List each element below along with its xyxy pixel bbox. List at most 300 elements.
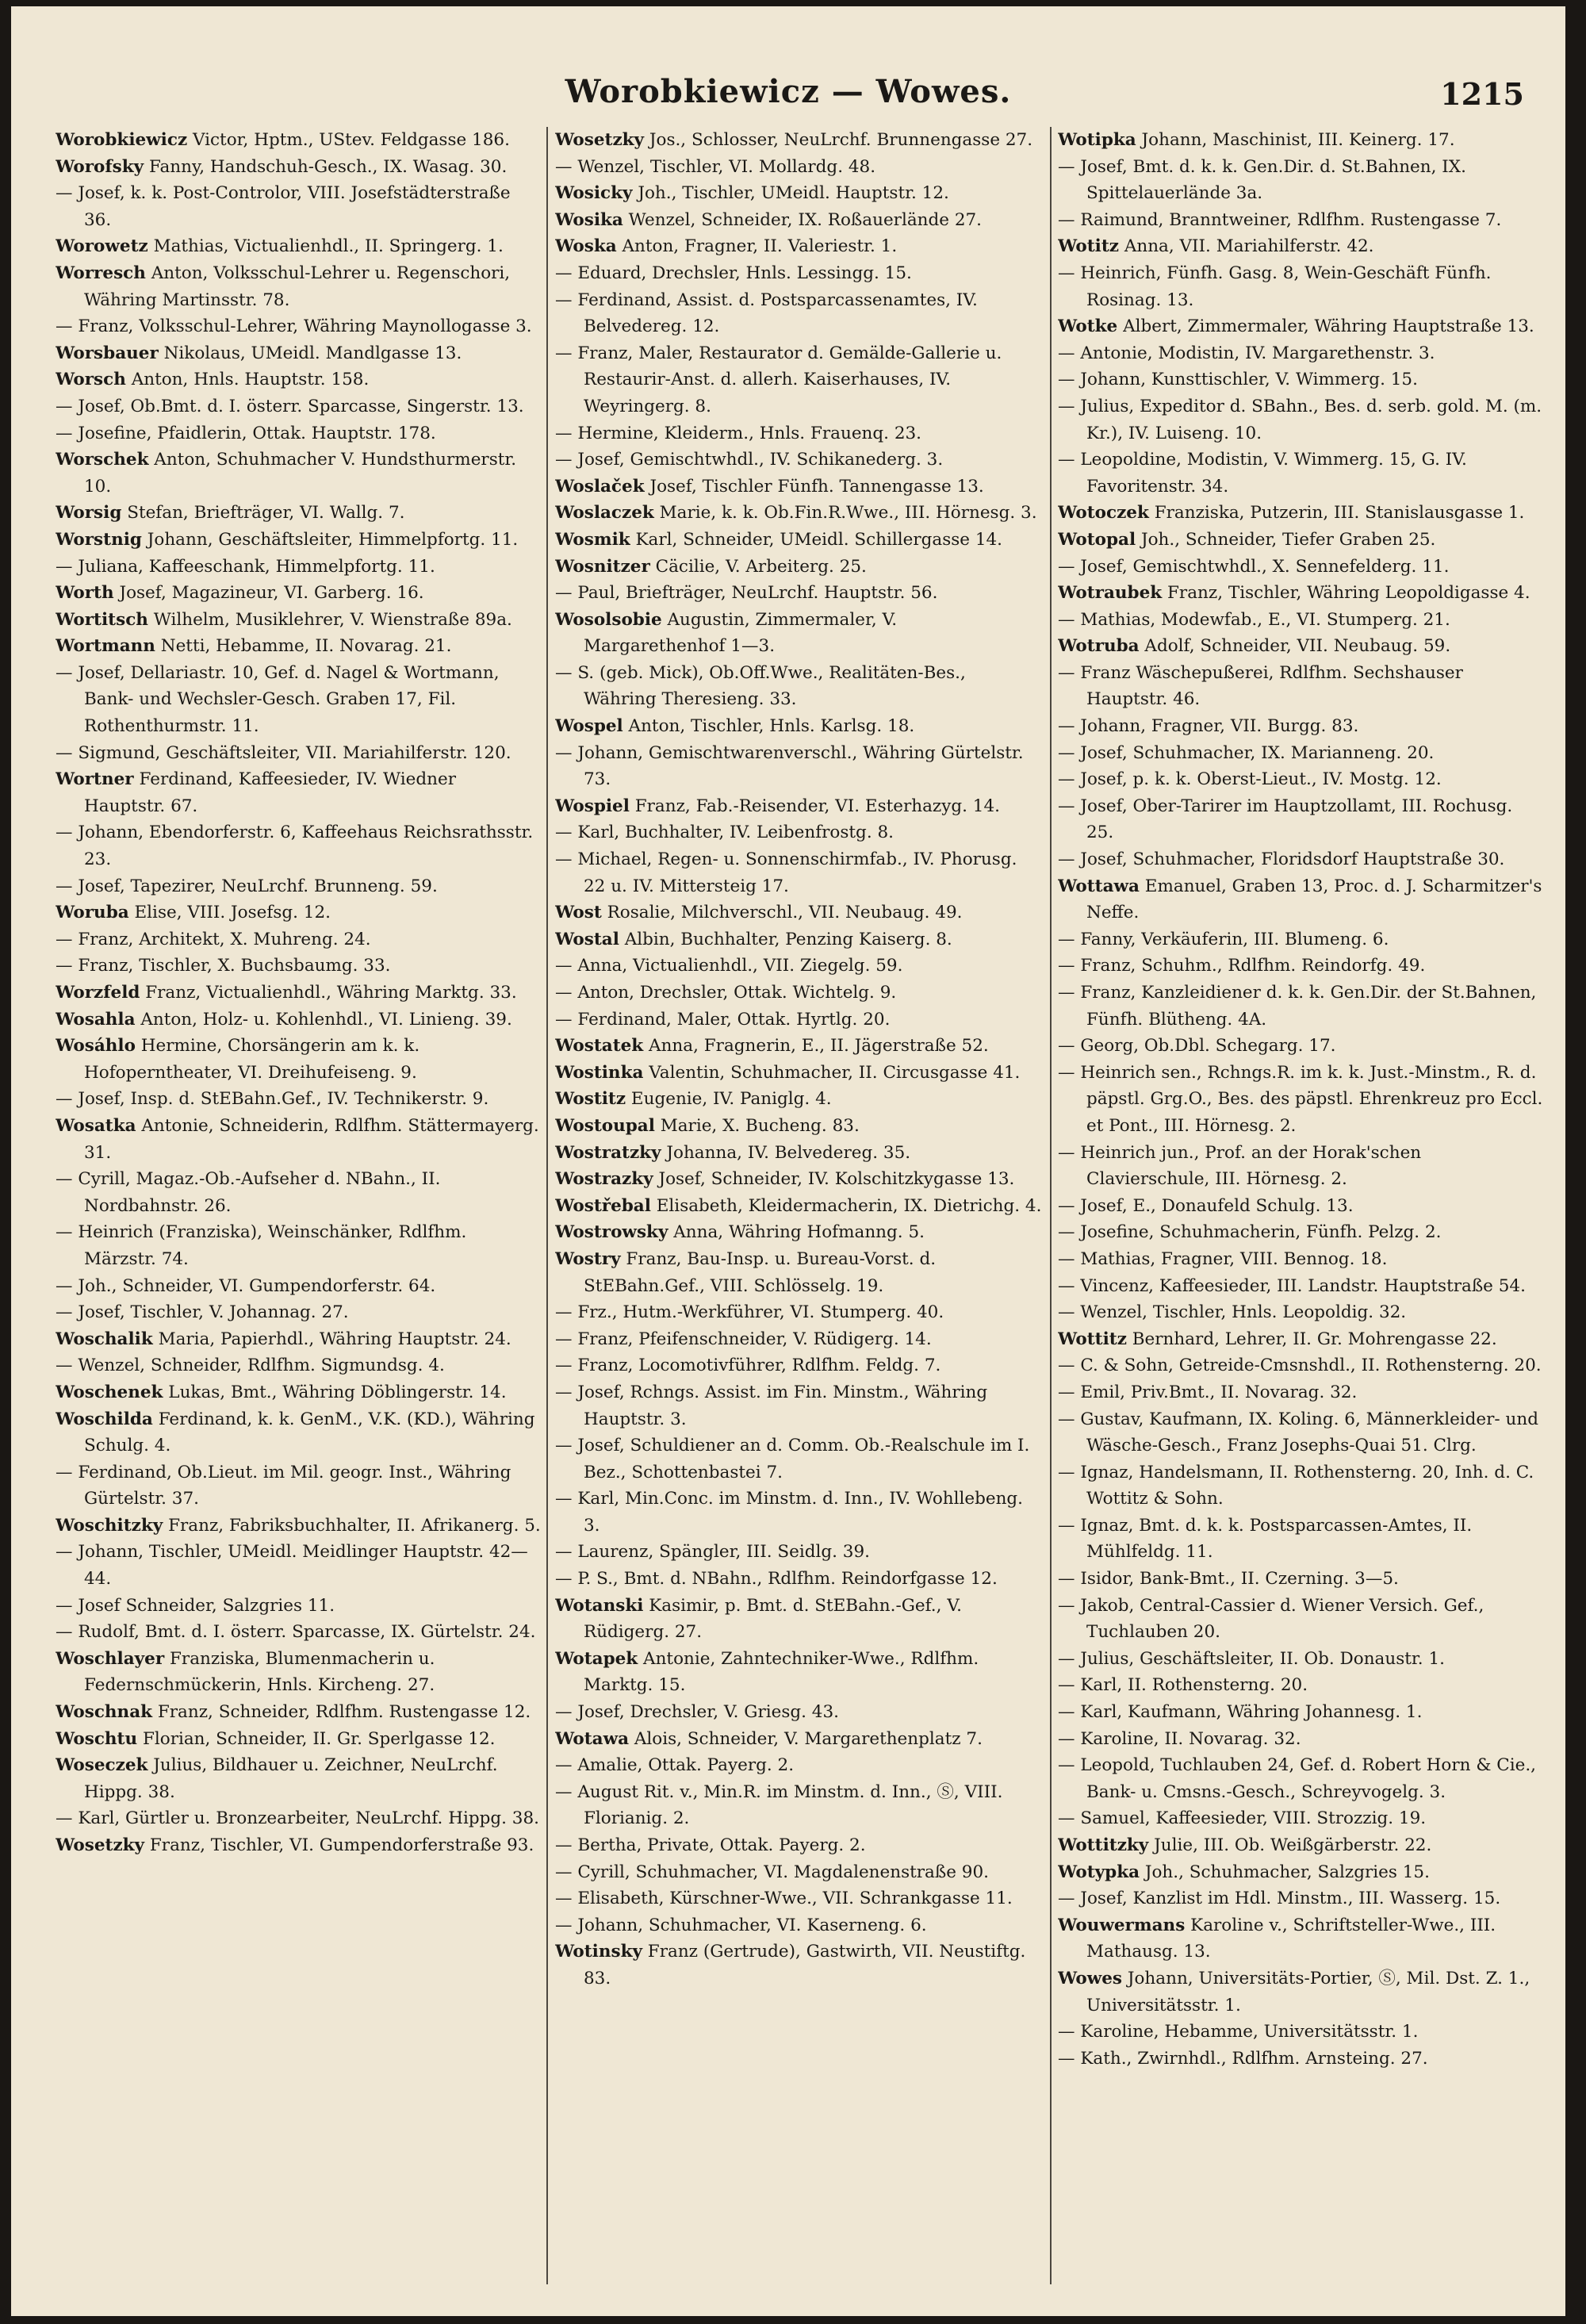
entry-details: Anton, Holz- u. Kohlenhdl., VI. Linieng. 39.	[135, 1009, 512, 1030]
entry-surname: Wotipka	[1058, 130, 1136, 150]
directory-entry	[1058, 1699, 1543, 1726]
entry-details: — Johann, Fragner, VII. Burgg. 83.	[1058, 716, 1359, 737]
directory-entry	[56, 1539, 541, 1592]
entry-details: — Isidor, Bank-Bmt., II. Czerning. 3—5.	[1058, 1569, 1399, 1590]
entry-details: — Josef, Ob.Bmt. d. I. österr. Sparcasse, Singerstr. 13.	[56, 396, 524, 416]
entry-details: Josef, Magazineur, VI. Garberg. 16.	[113, 583, 424, 604]
directory-entry	[1058, 340, 1543, 367]
entry-details: — Julius, Expeditor d. SBahn., Bes. d. serb. gold. M. (m. Kr.), IV. Luiseng. 10.	[1058, 396, 1542, 443]
directory-column-1	[56, 127, 541, 2300]
entry-surname: Wostry	[555, 1248, 621, 1269]
directory-entry	[555, 899, 1044, 926]
directory-entry	[56, 180, 541, 233]
directory-entry	[1058, 1593, 1543, 1646]
directory-entry	[56, 1593, 541, 1620]
entry-details: Marie, k. k. Ob.Fin.R.Wwe., III. Hörnesg. 3.	[653, 503, 1037, 523]
directory-entry	[56, 1752, 541, 1805]
entry-surname: Worschek	[56, 450, 149, 470]
directory-entry	[555, 953, 1044, 980]
entry-surname: Wosicky	[555, 183, 633, 204]
directory-entry	[555, 1646, 1044, 1699]
directory-entry	[56, 1299, 541, 1326]
entry-surname: Wosika	[555, 209, 623, 230]
entry-details: — Josef, p. k. k. Oberst-Lieut., IV. Mostg. 12.	[1058, 769, 1442, 790]
directory-entry	[1058, 660, 1543, 713]
directory-entry	[555, 1832, 1044, 1859]
entry-surname: Wostitz	[555, 1089, 626, 1110]
entry-details: Alois, Schneider, V. Margarethenplatz 7.	[629, 1728, 983, 1749]
directory-entry	[1058, 713, 1543, 740]
entry-details: — Karl, II. Rothensterng. 20.	[1058, 1675, 1308, 1696]
entry-details: — Josef, Schuhmacher, IX. Marianneng. 20.	[1058, 742, 1435, 763]
entry-details: Valentin, Schuhmacher, II. Circusgasse 41.	[643, 1062, 1021, 1083]
directory-entry	[1058, 1566, 1543, 1593]
directory-entry	[1058, 1859, 1543, 1886]
entry-surname: Wospiel	[555, 796, 630, 816]
directory-entry	[1058, 447, 1543, 500]
directory-entry	[1058, 1832, 1543, 1859]
entry-details: Marie, X. Bucheng. 83.	[654, 1115, 860, 1136]
entry-details: — Josef, Rchngs. Assist. im Fin. Minstm., Währing Hauptstr. 3.	[555, 1382, 988, 1429]
entry-details: Franz, Fab.-Reisender, VI. Esterhazyg. 14.	[629, 796, 1001, 816]
directory-entry	[555, 1779, 1044, 1832]
directory-entry	[1058, 1060, 1543, 1140]
directory-entry	[555, 1939, 1044, 1992]
entry-surname: Worzfeld	[56, 983, 140, 1003]
entry-surname: Wotitz	[1058, 236, 1119, 257]
directory-entry	[555, 740, 1044, 793]
directory-entry	[1058, 980, 1543, 1033]
entry-surname: Woseczek	[56, 1755, 148, 1776]
directory-entry	[1058, 1326, 1543, 1353]
entry-details: — Karl, Kaufmann, Währing Johannesg. 1.	[1058, 1702, 1423, 1723]
entry-details: — Ferdinand, Ob.Lieut. im Mil. geogr. Inst., Währing Gürtelstr. 37.	[56, 1462, 511, 1509]
entry-details: Franz, Schneider, Rdlfhm. Rustengasse 12.	[152, 1702, 531, 1723]
entry-details: — Karl, Min.Conc. im Minstm. d. Inn., IV. Wohllebeng. 3.	[555, 1489, 1024, 1536]
entry-details: — Ignaz, Handelsmann, II. Rothensterng. 20, Inh. d. C. Wottitz & Sohn.	[1058, 1462, 1534, 1509]
directory-entry	[555, 1379, 1044, 1432]
directory-entry	[555, 660, 1044, 713]
entry-details: — Karl, Gürtler u. Bronzearbeiter, NeuLrchf. Hippg. 38.	[56, 1808, 539, 1829]
directory-entry	[1058, 1219, 1543, 1246]
directory-entry	[1058, 1406, 1543, 1459]
entry-details: — Franz, Kanzleidiener d. k. k. Gen.Dir. der St.Bahnen, Fünfh. Blütheng. 4A.	[1058, 983, 1537, 1030]
entry-details: Franz, Victualienhdl., Währing Marktg. 33.	[140, 983, 517, 1003]
entry-details: — Josef Schneider, Salzgries 11.	[56, 1595, 335, 1616]
entry-surname: Wostřebal	[555, 1195, 651, 1216]
entry-details: — Josef, Tischler, V. Johannag. 27.	[56, 1302, 349, 1323]
entry-details: — Leopoldine, Modistin, V. Wimmerg. 15, G. IV. Favoritenstr. 34.	[1058, 450, 1467, 497]
entry-details: — Eduard, Drechsler, Hnls. Lessingg. 15.	[555, 263, 912, 283]
directory-entry	[56, 447, 541, 500]
entry-details: — Josef, Tapezirer, NeuLrchf. Brunneng. 59.	[56, 876, 438, 896]
directory-entry	[1058, 1140, 1543, 1193]
directory-entry	[555, 1299, 1044, 1326]
directory-entry	[1058, 1193, 1543, 1220]
directory-column-2	[555, 127, 1044, 2300]
entry-surname: Woschlayer	[56, 1648, 165, 1669]
directory-entry	[56, 1166, 541, 1219]
entry-surname: Wosatka	[56, 1115, 136, 1136]
entry-details: — Josef, Schuhmacher, Floridsdorf Hauptstraße 30.	[1058, 849, 1505, 870]
entry-details: — Ignaz, Bmt. d. k. k. Postsparcassen-Amtes, II. Mühlfeldg. 11.	[1058, 1515, 1473, 1563]
entry-details: Maria, Papierhdl., Währing Hauptstr. 24.	[152, 1329, 511, 1349]
directory-entry	[56, 1379, 541, 1406]
entry-surname: Wostinka	[555, 1062, 644, 1083]
entry-details: — Josef, Drechsler, V. Griesg. 43.	[555, 1702, 840, 1723]
entry-surname: Wosolsobie	[555, 609, 662, 630]
entry-details: Anton, Schuhmacher V. Hundsthurmerstr. 10.	[84, 450, 517, 497]
entry-details: Johanna, IV. Belvedereg. 35.	[661, 1142, 911, 1163]
column-rule	[546, 127, 548, 2284]
entry-details: — S. (geb. Mick), Ob.Off.Wwe., Realitäten-Bes., Währing Theresieng. 33.	[555, 662, 966, 710]
entry-details: — Johann, Schuhmacher, VI. Kaserneng. 6.	[555, 1915, 927, 1935]
entry-surname: Wosetzky	[56, 1835, 145, 1855]
entry-surname: Worstnig	[56, 529, 142, 550]
directory-entry	[1058, 1672, 1543, 1699]
directory-entry	[1058, 607, 1543, 634]
entry-details: — Josef, Insp. d. StEBahn.Gef., IV. Technikerstr. 9.	[56, 1089, 489, 1110]
directory-entry	[555, 233, 1044, 260]
entry-details: — Josef, Kanzlist im Hdl. Minstm., III. Wasserg. 15.	[1058, 1889, 1501, 1909]
directory-entry	[1058, 1459, 1543, 1513]
entry-details: Josef, Schneider, IV. Kolschitzkygasse 13.	[653, 1169, 1015, 1190]
entry-details: — Cyrill, Schuhmacher, VI. Magdalenenstraße 90.	[555, 1862, 989, 1882]
entry-details: — Franz, Architekt, X. Muhreng. 24.	[56, 929, 371, 949]
directory-entry	[56, 580, 541, 607]
directory-entry	[555, 1033, 1044, 1060]
directory-entry	[56, 1406, 541, 1459]
entry-details: Florian, Schneider, II. Gr. Sperlgasse 12.	[137, 1728, 496, 1749]
entry-surname: Worofsky	[56, 156, 144, 177]
entry-details: Wilhelm, Musiklehrer, V. Wienstraße 89a.	[147, 609, 512, 630]
directory-entry	[1058, 1646, 1543, 1673]
directory-entry	[56, 660, 541, 740]
directory-entry	[1058, 233, 1543, 260]
directory-entry	[56, 154, 541, 181]
directory-entry	[555, 340, 1044, 420]
directory-entry	[555, 819, 1044, 846]
directory-entry	[56, 233, 541, 260]
directory-entry	[555, 474, 1044, 500]
entry-details: — Josef, Ober-Tarirer im Hauptzollamt, III. Rochusg. 25.	[1058, 796, 1513, 843]
entry-surname: Wortitsch	[56, 609, 148, 630]
entry-details: Albert, Zimmermaler, Währing Hauptstraße 13.	[1117, 316, 1534, 337]
directory-entry	[1058, 313, 1543, 340]
directory-entry	[56, 1459, 541, 1513]
entry-details: — Mathias, Fragner, VIII. Bennog. 18.	[1058, 1248, 1388, 1269]
entry-details: — Franz, Locomotivführer, Rdlfhm. Feldg. 7.	[555, 1356, 941, 1376]
directory-entry	[555, 554, 1044, 581]
entry-surname: Worobkiewicz	[56, 130, 188, 150]
entry-details: — Josef, Bmt. d. k. k. Gen.Dir. d. St.Bahnen, IX. Spittelauerlände 3a.	[1058, 156, 1466, 204]
entry-surname: Wostratzky	[555, 1142, 661, 1163]
entry-surname: Wowes	[1058, 1968, 1123, 1988]
entry-details: — Mathias, Modewfab., E., VI. Stumperg. 21.	[1058, 609, 1450, 630]
directory-entry	[1058, 633, 1543, 660]
entry-details: Franz, Tischler, Währing Leopoldigasse 4.	[1162, 583, 1530, 604]
directory-entry	[555, 154, 1044, 181]
entry-surname: Woslaczek	[555, 503, 654, 523]
directory-entry	[56, 1113, 541, 1166]
directory-entry	[555, 1486, 1044, 1539]
directory-entry	[1058, 953, 1543, 980]
directory-entry	[1058, 1513, 1543, 1566]
entry-details: — Elisabeth, Kürschner-Wwe., VII. Schrankgasse 11.	[555, 1889, 1013, 1909]
entry-details: Stefan, Briefträger, VI. Wallg. 7.	[121, 503, 405, 523]
directory-entry	[56, 607, 541, 634]
entry-details: — Franz, Volksschul-Lehrer, Währing Maynollogasse 3.	[56, 316, 532, 337]
directory-entry	[1058, 154, 1543, 207]
directory-entry	[555, 1752, 1044, 1779]
entry-details: Rosalie, Milchverschl., VII. Neubaug. 49.	[601, 903, 963, 923]
entry-details: Antonie, Schneiderin, Rdlfhm. Stättermayerg. 31.	[84, 1115, 539, 1163]
entry-details: Anna, VII. Mariahilferstr. 42.	[1118, 236, 1374, 257]
entry-details: Franz (Gertrude), Gastwirth, VII. Neustiftg. 83.	[584, 1942, 1026, 1988]
entry-details: — Franz Wäschepußerei, Rdlfhm. Sechshauser Hauptstr. 46.	[1058, 662, 1463, 710]
directory-entry	[56, 1805, 541, 1832]
directory-entry	[56, 260, 541, 313]
directory-entry	[56, 1219, 541, 1272]
entry-details: — Josef, Gemischtwhdl., X. Sennefelderg. 11.	[1058, 556, 1450, 577]
entry-surname: Wotawa	[555, 1728, 630, 1749]
entry-details: — Georg, Ob.Dbl. Schegarg. 17.	[1058, 1036, 1336, 1057]
entry-surname: Wottitz	[1058, 1329, 1127, 1349]
directory-entry	[1058, 1805, 1543, 1832]
page-number: 1215	[1440, 76, 1524, 112]
entry-details: — Fanny, Verkäuferin, III. Blumeng. 6.	[1058, 929, 1389, 949]
directory-entry	[56, 633, 541, 660]
directory-entry	[56, 1699, 541, 1726]
directory-entry	[1058, 766, 1543, 793]
entry-surname: Wortner	[56, 769, 134, 790]
directory-column-3	[1058, 127, 1543, 2300]
entry-details: — Johann, Kunsttischler, V. Wimmerg. 15.	[1058, 370, 1418, 390]
entry-details: — Anna, Victualienhdl., VII. Ziegelg. 59.	[555, 956, 903, 976]
directory-entry	[1058, 846, 1543, 873]
entry-surname: Woschnak	[56, 1702, 153, 1723]
entry-details: — Frz., Hutm.-Werkführer, VI. Stumperg. 40.	[555, 1302, 944, 1323]
entry-details: — Julius, Geschäftsleiter, II. Ob. Donaustr. 1.	[1058, 1648, 1445, 1669]
entry-details: — Karl, Buchhalter, IV. Leibenfrostg. 8.	[555, 823, 894, 843]
entry-surname: Wospel	[555, 716, 623, 737]
entry-surname: Wostrowsky	[555, 1222, 668, 1243]
directory-entry	[555, 260, 1044, 287]
entry-details: Karoline v., Schriftsteller-Wwe., III. Mathausg. 13.	[1086, 1915, 1496, 1962]
entry-surname: Woska	[555, 236, 617, 257]
entry-details: — Heinrich (Franziska), Weinschänker, Rdlfhm. Märzstr. 74.	[56, 1222, 467, 1269]
entry-details: Anton, Volksschul-Lehrer u. Regenschori, Währing Martinsstr. 78.	[84, 263, 511, 310]
directory-entry	[56, 340, 541, 367]
entry-details: Mathias, Victualienhdl., II. Springerg. 1.	[147, 236, 504, 257]
entry-details: Ferdinand, k. k. GenM., V.K. (KD.), Währing Schulg. 4.	[84, 1409, 535, 1456]
directory-entry	[56, 1513, 541, 1540]
entry-surname: Woschenek	[56, 1382, 163, 1402]
directory-entry	[555, 1060, 1044, 1087]
entry-details: — Bertha, Private, Ottak. Payerg. 2.	[555, 1835, 866, 1855]
entry-surname: Woschilda	[56, 1409, 153, 1429]
entry-surname: Wotopal	[1058, 529, 1136, 550]
directory-entry	[56, 1352, 541, 1379]
directory-entry	[555, 1566, 1044, 1593]
directory-entry	[56, 1273, 541, 1300]
entry-surname: Worth	[56, 583, 114, 604]
directory-entry	[56, 1086, 541, 1113]
entry-details: — Joh., Schneider, VI. Gumpendorferstr. 64.	[56, 1275, 436, 1296]
entry-details: — Franz, Pfeifenschneider, V. Rüdigerg. 14.	[555, 1329, 932, 1349]
directory-entry	[1058, 366, 1543, 393]
directory-entry	[1058, 740, 1543, 767]
entry-surname: Wost	[555, 903, 602, 923]
entry-details: — Wenzel, Tischler, Hnls. Leopoldig. 32.	[1058, 1302, 1407, 1323]
directory-entry	[555, 1193, 1044, 1220]
entry-details: Julie, III. Ob. Weißgärberstr. 22.	[1148, 1835, 1432, 1855]
entry-surname: Wosahla	[56, 1009, 136, 1030]
entry-surname: Wotapek	[555, 1648, 638, 1669]
entry-details: — Paul, Briefträger, NeuLrchf. Hauptstr. 56.	[555, 583, 938, 604]
entry-details: — Michael, Regen- u. Sonnenschirmfab., IV. Phorusg. 22 u. IV. Mittersteig 17.	[555, 849, 1017, 896]
directory-entry	[555, 1219, 1044, 1246]
directory-entry	[56, 1619, 541, 1646]
page-title: Worobkiewicz — Wowes.	[565, 73, 1012, 110]
entry-details: Wenzel, Schneider, IX. Roßauerlände 27.	[623, 209, 983, 230]
entry-details: — Wenzel, Schneider, Rdlfhm. Sigmundsg. 4.	[56, 1356, 445, 1376]
directory-entry	[555, 527, 1044, 554]
entry-details: Augustin, Zimmermaler, V. Margarethenhof 1—3.	[584, 609, 898, 657]
entry-details: — Rudolf, Bmt. d. I. österr. Sparcasse, IX. Gürtelstr. 24.	[56, 1622, 536, 1643]
entry-details: Anton, Fragner, II. Valeriestr. 1.	[616, 236, 898, 257]
directory-entry	[1058, 1912, 1543, 1965]
entry-details: Franziska, Putzerin, III. Stanislausgasse 1.	[1148, 503, 1525, 523]
directory-entry	[56, 527, 541, 554]
entry-details: — Amalie, Ottak. Payerg. 2.	[555, 1755, 795, 1776]
directory-entry	[555, 500, 1044, 527]
entry-details: Anna, Fragnerin, E., II. Jägerstraße 52.	[643, 1036, 989, 1057]
entry-details: — Johann, Tischler, UMeidl. Meidlinger Hauptstr. 42—44.	[56, 1542, 528, 1590]
directory-entry	[56, 313, 541, 340]
entry-details: — Josefine, Pfaidlerin, Ottak. Hauptstr. 178.	[56, 423, 436, 443]
entry-details: Franz, Bau-Insp. u. Bureau-Vorst. d. StEBahn.Gef., VIII. Schlösselg. 19.	[584, 1248, 937, 1296]
entry-details: Eugenie, IV. Paniglg. 4.	[626, 1089, 832, 1110]
directory-entry	[1058, 1273, 1543, 1300]
directory-entry	[555, 793, 1044, 820]
entry-details: — Samuel, Kaffeesieder, VIII. Strozzig. 19.	[1058, 1808, 1427, 1829]
entry-details: Fanny, Handschuh-Gesch., IX. Wasag. 30.	[144, 156, 508, 177]
directory-entry	[555, 1246, 1044, 1299]
entry-surname: Wosnitzer	[555, 556, 650, 577]
directory-entry	[555, 1859, 1044, 1886]
directory-entry	[56, 1832, 541, 1859]
directory-entry	[555, 980, 1044, 1007]
entry-surname: Woschalik	[56, 1329, 153, 1349]
entry-details: Lukas, Bmt., Währing Döblingerstr. 14.	[163, 1382, 507, 1402]
directory-entry	[1058, 1033, 1543, 1060]
entry-details: — Jakob, Central-Cassier d. Wiener Versich. Gef., Tuchlauben 20.	[1058, 1595, 1484, 1643]
entry-surname: Worowetz	[56, 236, 148, 257]
directory-entry	[56, 1033, 541, 1086]
entry-details: Cäcilie, V. Arbeiterg. 25.	[649, 556, 867, 577]
directory-entry	[555, 1352, 1044, 1379]
directory-entry	[555, 447, 1044, 474]
directory-entry	[555, 926, 1044, 953]
entry-details: Johann, Universitäts-Portier, Ⓢ, Mil. Dst. Z. 1., Universitätsstr. 1.	[1086, 1968, 1530, 2015]
entry-details: — Sigmund, Geschäftsleiter, VII. Mariahilferstr. 120.	[56, 742, 511, 763]
directory-entry	[56, 1326, 541, 1353]
entry-details: Elisabeth, Kleidermacherin, IX. Dietrichg. 4.	[650, 1195, 1042, 1216]
entry-details: — Gustav, Kaufmann, IX. Koling. 6, Männerkleider- und Wäsche-Gesch., Franz Josephs-Quai 51. Clrg.	[1058, 1409, 1538, 1456]
directory-entry	[56, 500, 541, 527]
entry-details: — Franz, Schuhm., Rdlfhm. Reindorfg. 49.	[1058, 956, 1426, 976]
directory-entry	[1058, 554, 1543, 581]
directory-entry	[1058, 260, 1543, 313]
entry-surname: Wotraubek	[1058, 583, 1163, 604]
entry-details: Albin, Buchhalter, Penzing Kaiserg. 8.	[619, 929, 952, 949]
entry-details: Josef, Tischler Fünfh. Tannengasse 13.	[644, 476, 984, 497]
directory-entry	[56, 554, 541, 581]
entry-details: Julius, Bildhauer u. Zeichner, NeuLrchf. Hippg. 38.	[84, 1755, 498, 1802]
directory-entry	[56, 899, 541, 926]
entry-details: — Ferdinand, Maler, Ottak. Hyrtlg. 20.	[555, 1009, 891, 1030]
directory-entry	[1058, 127, 1543, 154]
directory-entry	[56, 819, 541, 872]
directory-entry	[555, 1166, 1044, 1193]
directory-entry	[1058, 1726, 1543, 1753]
directory-entry	[555, 207, 1044, 234]
entry-surname: Wotanski	[555, 1595, 644, 1616]
entry-surname: Wosmik	[555, 529, 630, 550]
entry-details: — Wenzel, Tischler, VI. Mollardg. 48.	[555, 156, 876, 177]
entry-details: — Leopold, Tuchlauben 24, Gef. d. Robert Horn & Cie., Bank- u. Cmsns.-Gesch., Schreyvogelg. 3.	[1058, 1755, 1537, 1802]
entry-details: — Cyrill, Magaz.-Ob.-Aufseher d. NBahn., II. Nordbahnstr. 26.	[56, 1169, 441, 1216]
entry-details: — Josefine, Schuhmacherin, Fünfh. Pelzg. 2.	[1058, 1222, 1442, 1243]
directory-entry	[1058, 1246, 1543, 1273]
entry-details: Antonie, Zahntechniker-Wwe., Rdlfhm. Marktg. 15.	[584, 1648, 979, 1696]
directory-entry	[555, 1432, 1044, 1486]
directory-entry	[56, 366, 541, 393]
entry-surname: Wostoupal	[555, 1115, 655, 1136]
entry-surname: Wotinsky	[555, 1942, 642, 1962]
directory-entry	[56, 766, 541, 819]
directory-entry	[555, 1726, 1044, 1753]
directory-entry	[56, 420, 541, 447]
entry-surname: Wotypka	[1058, 1862, 1140, 1882]
directory-entry	[1058, 2019, 1543, 2046]
column-rule	[1050, 127, 1052, 2284]
entry-surname: Worsbauer	[56, 343, 159, 363]
directory-entry	[555, 287, 1044, 340]
directory-entry	[555, 1326, 1044, 1353]
entry-details: — Heinrich jun., Prof. an der Horak'schen Clavierschule, III. Hörnesg. 2.	[1058, 1142, 1422, 1190]
entry-details: Netti, Hebamme, II. Novarag. 21.	[155, 636, 452, 657]
entry-details: — C. & Sohn, Getreide-Cmsnshdl., II. Rothensterng. 20.	[1058, 1356, 1542, 1376]
entry-surname: Wottitzky	[1058, 1835, 1149, 1855]
entry-details: Nikolaus, UMeidl. Mandlgasse 13.	[158, 343, 462, 363]
directory-entry	[56, 1646, 541, 1699]
directory-entry	[555, 1140, 1044, 1167]
entry-details: — Anton, Drechsler, Ottak. Wichtelg. 9.	[555, 983, 897, 1003]
directory-entry	[56, 1007, 541, 1034]
directory-entry	[555, 846, 1044, 899]
page-header	[11, 62, 1565, 117]
directory-entry	[555, 180, 1044, 207]
directory-entry	[1058, 500, 1543, 527]
entry-details: Franz, Fabriksbuchhalter, II. Afrikanerg. 5.	[163, 1515, 541, 1536]
entry-details: Anton, Hnls. Hauptstr. 158.	[125, 370, 370, 390]
entry-details: — Karoline, II. Novarag. 32.	[1058, 1728, 1301, 1749]
entry-details: Ferdinand, Kaffeesieder, IV. Wiedner Hauptstr. 67.	[84, 769, 456, 816]
entry-details: Emanuel, Graben 13, Proc. d. J. Scharmitzer's Neffe.	[1086, 876, 1542, 923]
directory-entry	[1058, 1379, 1543, 1406]
